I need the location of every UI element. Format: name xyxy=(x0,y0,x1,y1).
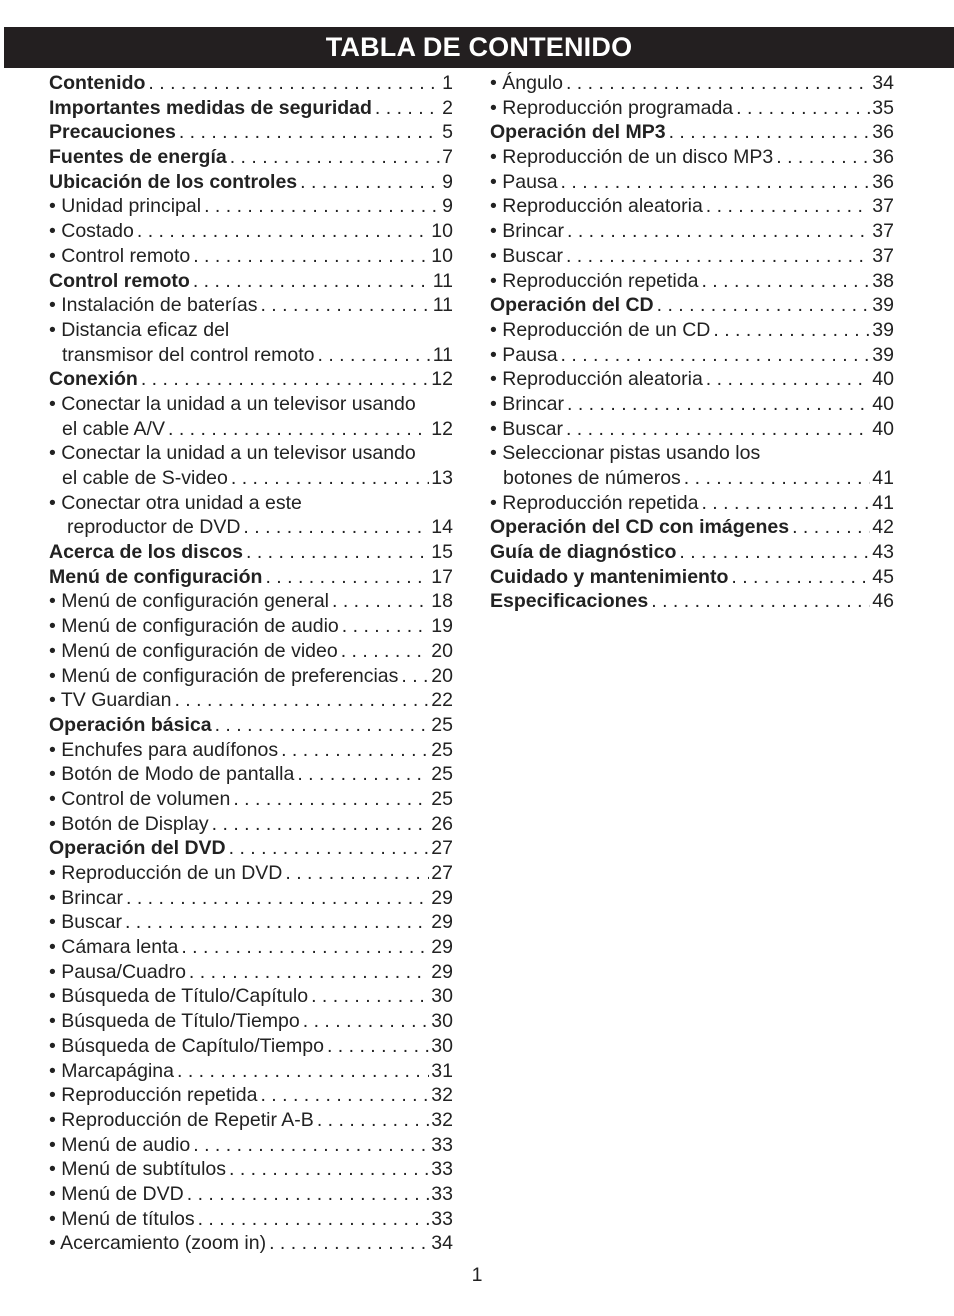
toc-entry-title: • Menú de subtítulos xyxy=(49,1158,227,1181)
toc-entry xyxy=(49,960,453,985)
toc-entry-title: • Costado xyxy=(49,220,134,243)
dot-leader xyxy=(303,1009,430,1034)
toc-entry xyxy=(49,738,453,763)
toc-entry-title: Fuentes de energía xyxy=(49,146,227,169)
toc-entry xyxy=(490,466,894,491)
toc-entry-title: • Botón de Modo de pantalla xyxy=(49,763,295,786)
toc-entry xyxy=(49,120,453,145)
dot-leader xyxy=(317,1108,429,1133)
dot-leader xyxy=(327,1034,429,1059)
toc-entry-title: Acerca de los discos xyxy=(49,541,244,564)
toc-entry xyxy=(49,293,453,318)
toc-entry xyxy=(490,269,894,294)
toc-entry xyxy=(49,515,453,540)
toc-entry-page: 19 xyxy=(431,615,453,638)
toc-entry xyxy=(49,762,453,787)
toc-entry-page: 33 xyxy=(431,1207,453,1230)
toc-entry-page: 31 xyxy=(431,1059,453,1082)
dot-leader xyxy=(177,1059,429,1084)
toc-entry xyxy=(490,293,894,318)
toc-entry-title: Operación del MP3 xyxy=(490,121,666,144)
toc-entry xyxy=(490,219,894,244)
toc-entry xyxy=(490,491,894,516)
dot-leader xyxy=(342,614,430,639)
dot-leader xyxy=(148,71,440,96)
toc-entry-title: • Reproducción programada xyxy=(490,96,734,119)
toc-entry-title: • Marcapágina xyxy=(49,1059,174,1082)
toc-entry-title: Importantes medidas de seguridad xyxy=(49,96,372,119)
toc-entry-page: 29 xyxy=(431,960,453,983)
toc-entry-page: 30 xyxy=(431,985,453,1008)
toc-entry-title: • Pausa/Cuadro xyxy=(49,960,186,983)
toc-left-column xyxy=(49,71,453,1256)
toc-entry-page: 40 xyxy=(872,392,894,415)
toc-entry-title: • Reproducción repetida xyxy=(49,1084,258,1107)
dot-leader xyxy=(230,145,440,170)
toc-entry xyxy=(490,392,894,417)
dot-leader xyxy=(125,910,429,935)
toc-entry-title: Operación del DVD xyxy=(49,837,226,860)
toc-entry-page: 30 xyxy=(431,1034,453,1057)
toc-entry-page: 29 xyxy=(431,886,453,909)
toc-entry xyxy=(490,540,894,565)
toc-entry-title: • Brincar xyxy=(490,220,565,243)
toc-entry-page: 33 xyxy=(431,1133,453,1156)
toc-entry xyxy=(49,417,453,442)
toc-entry-title: • Buscar xyxy=(49,911,122,934)
toc-entry-title: • Cámara lenta xyxy=(49,936,179,959)
toc-entry xyxy=(490,145,894,170)
dot-leader xyxy=(233,787,429,812)
dot-leader xyxy=(776,145,870,170)
toc-entry xyxy=(49,664,453,689)
toc-entry-title: Precauciones xyxy=(49,121,176,144)
toc-entry-page: 11 xyxy=(432,343,453,366)
dot-leader xyxy=(215,713,430,738)
toc-entry-page: 13 xyxy=(431,467,453,489)
toc-entry-page: 20 xyxy=(431,639,453,662)
toc-entry xyxy=(49,589,453,614)
toc-entry-title: • Acercamiento (zoom in) xyxy=(49,1232,267,1255)
toc-entry xyxy=(490,417,894,442)
toc-entry xyxy=(49,812,453,837)
toc-entry-title: • Reproducción de un disco MP3 xyxy=(490,146,774,169)
toc-entry xyxy=(49,1034,453,1059)
toc-entry xyxy=(49,96,453,121)
dot-leader xyxy=(189,960,429,985)
toc-entry-title: Control remoto xyxy=(49,269,190,292)
dot-leader xyxy=(311,984,429,1009)
toc-entry-page: 33 xyxy=(431,1182,453,1205)
dot-leader xyxy=(181,935,429,960)
dot-leader xyxy=(265,565,429,590)
toc-entry-page: 37 xyxy=(872,195,894,218)
toc-entry-title: el cable de S-video xyxy=(62,467,228,489)
toc-entry-title: • Buscar xyxy=(490,244,563,267)
dot-leader xyxy=(679,540,870,565)
toc-entry-title: • Menú de configuración de audio xyxy=(49,615,339,638)
toc-entry xyxy=(490,318,894,343)
toc-entry-title: Ubicación de los controles xyxy=(49,170,298,193)
dot-leader xyxy=(706,367,871,392)
toc-entry xyxy=(49,886,453,911)
toc-entry xyxy=(49,466,453,491)
toc-entry xyxy=(49,540,453,565)
toc-entry-page: 27 xyxy=(431,862,453,884)
toc-entry-page: 39 xyxy=(872,294,894,317)
toc-entry xyxy=(49,1083,453,1108)
toc-entry-title: transmisor del control remoto xyxy=(62,343,315,366)
toc-entry xyxy=(490,441,894,466)
toc-entry-page: 43 xyxy=(872,541,894,564)
dot-leader xyxy=(243,515,429,540)
toc-entry-page: 36 xyxy=(872,146,894,169)
toc-entry xyxy=(490,194,894,219)
toc-entry-page: 34 xyxy=(431,1232,453,1255)
dot-leader xyxy=(212,812,430,837)
toc-entry-title: • Menú de títulos xyxy=(49,1207,195,1230)
dot-leader xyxy=(281,738,429,763)
toc-entry-page: 27 xyxy=(431,837,453,860)
toc-entry xyxy=(490,367,894,392)
toc-entry-title: el cable A/V xyxy=(62,417,165,440)
toc-entry-page: 29 xyxy=(431,936,453,959)
dot-leader xyxy=(198,1207,430,1232)
toc-entry-page: 25 xyxy=(431,787,453,810)
toc-entry xyxy=(490,565,894,590)
toc-entry-page: 40 xyxy=(872,417,894,440)
toc-entry-title: • Pausa xyxy=(490,170,558,193)
title-banner xyxy=(4,27,954,68)
dot-leader xyxy=(204,194,440,219)
toc-entry-page: 10 xyxy=(431,244,453,267)
toc-entry-page: 12 xyxy=(431,417,453,440)
toc-entry-title: • Control de volumen xyxy=(49,787,231,810)
dot-leader xyxy=(713,318,870,343)
toc-entry-title: • Botón de Display xyxy=(49,812,209,835)
dot-leader xyxy=(332,589,429,614)
toc-entry-page: 30 xyxy=(431,1010,453,1033)
toc-entry xyxy=(49,910,453,935)
dot-leader xyxy=(401,664,429,689)
toc-entry-page: 11 xyxy=(432,269,453,292)
toc-entry-page: 1 xyxy=(442,72,453,94)
toc-entry-title: • Reproducción repetida xyxy=(490,491,699,514)
toc-entry-title: • Seleccionar pistas usando los xyxy=(490,442,761,465)
toc-entry-page: 22 xyxy=(431,689,453,712)
toc-entry-page: 5 xyxy=(442,121,453,144)
toc-entry-title: Operación del CD xyxy=(490,294,654,317)
toc-entry-title: • Unidad principal xyxy=(49,195,202,218)
toc-entry-title: • Ángulo xyxy=(490,72,563,94)
dot-leader xyxy=(318,343,431,368)
toc-entry-title: • Buscar xyxy=(490,417,563,440)
toc-entry-title: • Búsqueda de Título/Capítulo xyxy=(49,985,309,1008)
dot-leader xyxy=(300,170,440,195)
toc-entry-page: 7 xyxy=(442,146,453,169)
toc-entry xyxy=(490,71,894,96)
toc-entry-page: 39 xyxy=(872,343,894,366)
toc-entry-title: • TV Guardian xyxy=(49,689,172,712)
dot-leader xyxy=(701,269,870,294)
toc-entry xyxy=(490,96,894,121)
toc-entry xyxy=(49,861,453,886)
toc-entry-title: Conexión xyxy=(49,368,138,391)
dot-leader xyxy=(137,219,429,244)
toc-entry-page: 17 xyxy=(431,565,453,588)
toc-entry xyxy=(49,787,453,812)
toc-entry-title: • Menú de audio xyxy=(49,1133,191,1156)
toc-entry xyxy=(49,713,453,738)
toc-entry-title: Contenido xyxy=(49,72,146,94)
dot-leader xyxy=(141,367,429,392)
toc-entry-page: 36 xyxy=(872,170,894,193)
toc-entry-page: 12 xyxy=(431,368,453,391)
dot-leader xyxy=(179,120,440,145)
toc-entry-title: • Búsqueda de Capítulo/Tiempo xyxy=(49,1034,324,1057)
toc-entry-page: 37 xyxy=(872,244,894,267)
toc-entry xyxy=(49,984,453,1009)
toc-entry-title: botones de números xyxy=(503,467,681,489)
toc-entry-title: Operación básica xyxy=(49,713,212,736)
toc-entry-page: 11 xyxy=(432,294,453,317)
dot-leader xyxy=(246,540,429,565)
toc-entry xyxy=(490,515,894,540)
dot-leader xyxy=(193,269,431,294)
toc-entry-title: • Menú de configuración de preferencias xyxy=(49,664,399,687)
toc-entry-page: 38 xyxy=(872,269,894,292)
toc-entry xyxy=(49,1108,453,1133)
toc-entry-title: • Conectar la unidad a un televisor usando xyxy=(49,392,416,415)
toc-entry-title: • Reproducción aleatoria xyxy=(490,368,703,391)
toc-entry-title: • Enchufes para audífonos xyxy=(49,738,279,761)
dot-leader xyxy=(260,1083,429,1108)
toc-entry-title: • Instalación de baterías xyxy=(49,294,258,317)
toc-entry xyxy=(49,194,453,219)
toc-entry xyxy=(49,170,453,195)
toc-entry-page: 9 xyxy=(442,170,453,193)
toc-entry-page: 9 xyxy=(442,195,453,218)
dot-leader xyxy=(792,515,870,540)
page-number: 1 xyxy=(471,1264,483,1286)
dot-leader xyxy=(126,886,429,911)
toc-entry-page: 25 xyxy=(431,763,453,786)
toc-entry-page: 32 xyxy=(431,1084,453,1107)
toc-entry-page: 18 xyxy=(431,590,453,613)
toc-entry xyxy=(49,392,453,417)
toc-entry xyxy=(49,219,453,244)
dot-leader xyxy=(168,417,429,442)
toc-entry-title: • Conectar otra unidad a este xyxy=(49,491,302,514)
toc-entry xyxy=(49,244,453,269)
dot-leader xyxy=(260,293,430,318)
toc-entry-title: Guía de diagnóstico xyxy=(490,541,677,564)
toc-entry xyxy=(49,491,453,516)
toc-entry xyxy=(49,1157,453,1182)
toc-entry xyxy=(49,318,453,343)
dot-leader xyxy=(567,219,870,244)
toc-entry-page: 34 xyxy=(872,72,894,94)
page-title: TABLA DE CONTENIDO xyxy=(325,32,633,62)
dot-leader xyxy=(736,96,870,121)
toc-entry xyxy=(490,170,894,195)
toc-entry xyxy=(49,71,453,96)
toc-entry xyxy=(49,367,453,392)
dot-leader xyxy=(561,343,871,368)
toc-entry xyxy=(49,836,453,861)
toc-entry xyxy=(490,343,894,368)
toc-entry-page: 45 xyxy=(872,565,894,588)
toc-entry-title: • Control remoto xyxy=(49,244,191,267)
dot-leader xyxy=(731,565,870,590)
toc-right-column xyxy=(490,71,894,614)
toc-entry-page: 10 xyxy=(431,220,453,243)
dot-leader xyxy=(669,120,871,145)
toc-entry-page: 37 xyxy=(872,220,894,243)
toc-entry xyxy=(49,565,453,590)
toc-entry-title: reproductor de DVD xyxy=(67,516,241,539)
toc-entry-page: 36 xyxy=(872,121,894,144)
dot-leader xyxy=(285,861,429,886)
dot-leader xyxy=(706,194,871,219)
dot-leader xyxy=(193,1133,429,1158)
toc-entry-page: 26 xyxy=(431,812,453,835)
dot-leader xyxy=(566,244,870,269)
toc-entry-title: Menú de configuración xyxy=(49,565,263,588)
toc-entry-page: 14 xyxy=(431,516,453,539)
dot-leader xyxy=(174,688,429,713)
dot-leader xyxy=(561,170,871,195)
toc-entry-title: • Distancia eficaz del xyxy=(49,318,230,341)
toc-entry xyxy=(49,269,453,294)
toc-entry xyxy=(490,244,894,269)
toc-entry-title: • Reproducción de un DVD xyxy=(49,862,283,884)
toc-entry-title: • Brincar xyxy=(490,392,565,415)
toc-entry-page: 41 xyxy=(872,467,894,489)
dot-leader xyxy=(193,244,429,269)
dot-leader xyxy=(231,466,429,491)
toc-entry-title: Cuidado y mantenimiento xyxy=(490,565,729,588)
toc-entry-page: 29 xyxy=(431,911,453,934)
toc-entry-title: • Reproducción repetida xyxy=(490,269,699,292)
dot-leader xyxy=(567,392,870,417)
toc-entry xyxy=(49,1231,453,1256)
toc-entry xyxy=(49,441,453,466)
toc-entry-title: • Reproducción aleatoria xyxy=(490,195,703,218)
toc-entry xyxy=(49,343,453,368)
dot-leader xyxy=(566,417,870,442)
dot-leader xyxy=(187,1182,430,1207)
dot-leader xyxy=(651,589,870,614)
dot-leader xyxy=(269,1231,429,1256)
toc-entry-title: Especificaciones xyxy=(490,590,649,613)
toc-entry xyxy=(49,145,453,170)
toc-entry-page: 41 xyxy=(872,491,894,514)
toc-entry-page: 33 xyxy=(431,1158,453,1181)
toc-entry-page: 25 xyxy=(431,713,453,736)
toc-entry-page: 40 xyxy=(872,368,894,391)
toc-entry-title: • Brincar xyxy=(49,886,124,909)
toc-entry xyxy=(49,688,453,713)
dot-leader xyxy=(229,1157,429,1182)
toc-entry-title: • Reproducción de un CD xyxy=(490,318,711,341)
dot-leader xyxy=(375,96,440,121)
dot-leader xyxy=(566,71,870,96)
toc-entry-page: 2 xyxy=(442,96,453,119)
toc-entry xyxy=(490,589,894,614)
toc-entry-title: • Conectar la unidad a un televisor usando xyxy=(49,442,416,465)
toc-entry-title: • Pausa xyxy=(490,343,558,366)
toc-entry-title: • Menú de configuración general xyxy=(49,590,330,613)
toc-entry-title: • Menú de DVD xyxy=(49,1182,184,1205)
toc-entry-page: 42 xyxy=(872,516,894,539)
dot-leader xyxy=(341,639,430,664)
toc-entry xyxy=(49,1133,453,1158)
dot-leader xyxy=(229,836,430,861)
toc-entry xyxy=(49,1207,453,1232)
toc-entry-page: 25 xyxy=(431,738,453,761)
dot-leader xyxy=(297,762,429,787)
toc-entry xyxy=(49,1182,453,1207)
toc-entry-title: • Búsqueda de Título/Tiempo xyxy=(49,1010,300,1033)
toc-entry-title: • Reproducción de Repetir A-B xyxy=(49,1108,314,1131)
toc-entry-page: 20 xyxy=(431,664,453,687)
toc-entry xyxy=(49,1009,453,1034)
dot-leader xyxy=(701,491,870,516)
toc-entry-page: 32 xyxy=(431,1108,453,1131)
toc-entry xyxy=(49,639,453,664)
dot-leader xyxy=(684,466,871,491)
toc-entry-page: 35 xyxy=(872,96,894,119)
toc-entry-page: 15 xyxy=(431,541,453,564)
toc-entry-title: • Menú de configuración de video xyxy=(49,639,338,662)
toc-entry xyxy=(490,120,894,145)
toc-entry-page: 46 xyxy=(872,590,894,613)
toc-entry-page: 39 xyxy=(872,318,894,341)
toc-entry xyxy=(49,1059,453,1084)
toc-entry-title: Operación del CD con imágenes xyxy=(490,516,790,539)
dot-leader xyxy=(657,293,871,318)
toc-entry xyxy=(49,614,453,639)
toc-entry xyxy=(49,935,453,960)
